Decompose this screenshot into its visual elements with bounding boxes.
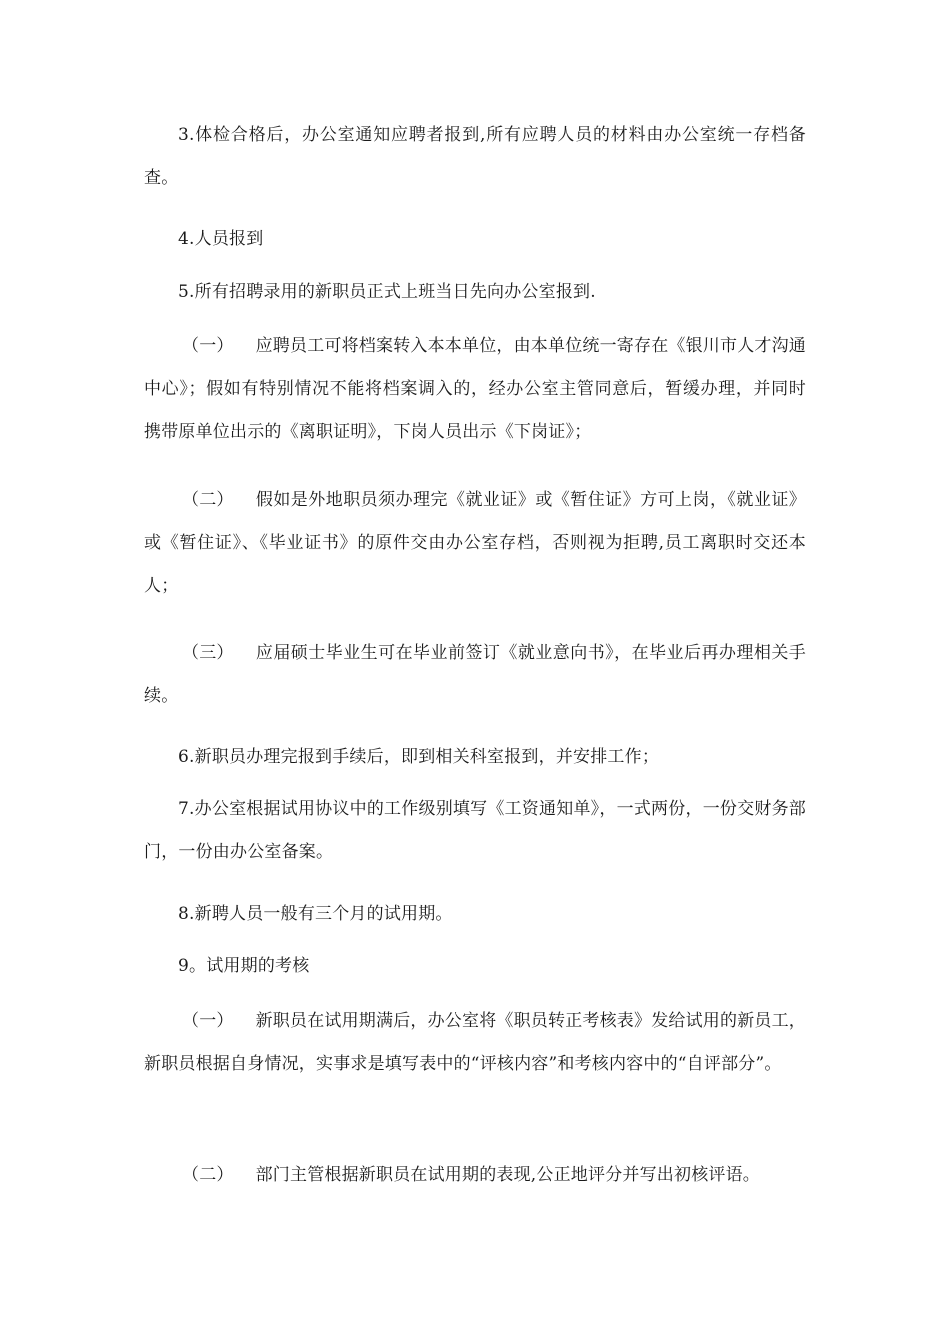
paragraph-9-assessment [144, 945, 806, 988]
paragraph-5-report-day [144, 271, 806, 314]
paragraph-sub-3-graduates [144, 632, 806, 718]
paragraph-sub-1-self-evaluation [144, 1000, 806, 1086]
paragraph-8-probation [144, 893, 806, 936]
item-number: （一） [182, 336, 234, 356]
paragraph-sub-1-archives [144, 325, 806, 454]
paragraph-4-onboarding [144, 218, 806, 261]
paragraph-sub-2-supervisor-review [144, 1154, 806, 1197]
item-number: （二） [182, 1165, 234, 1185]
paragraph-text: 假如是外地职员须办理完《就业证》或《暂住证》方可上岗，《就业证》或《暂住证》、《毕业证书》的原件交由办公室存档，否则视为拒聘,员工离职时交还本人； [144, 490, 806, 596]
item-number: （二） [182, 490, 234, 510]
paragraph-text: 新职员在试用期满后，办公室将《职员转正考核表》发给试用的新员工，新职员根据自身情况，实事求是填写表中的“评核内容”和考核内容中的“自评部分”。 [144, 1011, 807, 1074]
paragraph-text: 应聘员工可将档案转入本本单位，由本单位统一寄存在《银川市人才沟通中心》；假如有特别情况不能将档案调入的，经办公室主管同意后，暂缓办理，并同时携带原单位出示的《离职证明》，下岗人员出示《下岗证》； [144, 336, 807, 442]
item-number: （三） [182, 643, 234, 663]
paragraph-text: 5.所有招聘录用的新职员正式上班当日先向办公室报到. [178, 282, 596, 302]
paragraph-text: 7.办公室根据试用协议中的工作级别填写《工资通知单》，一式两份，一份交财务部门，一份由办公室备案。 [144, 799, 806, 862]
item-number: （一） [182, 1011, 234, 1031]
paragraph-text: 9。试用期的考核 [178, 956, 310, 976]
paragraph-text: 部门主管根据新职员在试用期的表现,公正地评分并写出初核评语。 [255, 1165, 761, 1185]
paragraph-7-salary-notice [144, 788, 806, 874]
paragraph-sub-2-nonlocal-staff [144, 479, 806, 608]
paragraph-3-health-check [144, 114, 806, 200]
paragraph-6-assignment [144, 736, 806, 779]
paragraph-text: 3.体检合格后，办公室通知应聘者报到,所有应聘人员的材料由办公室统一存档备查。 [144, 125, 806, 188]
paragraph-text: 应届硕士毕业生可在毕业前签订《就业意向书》，在毕业后再办理相关手续。 [144, 643, 806, 706]
paragraph-text: 6.新职员办理完报到手续后，即到相关科室报到，并安排工作； [178, 747, 660, 767]
paragraph-text: 4.人员报到 [178, 229, 264, 249]
paragraph-text: 8.新聘人员一般有三个月的试用期。 [178, 904, 453, 924]
